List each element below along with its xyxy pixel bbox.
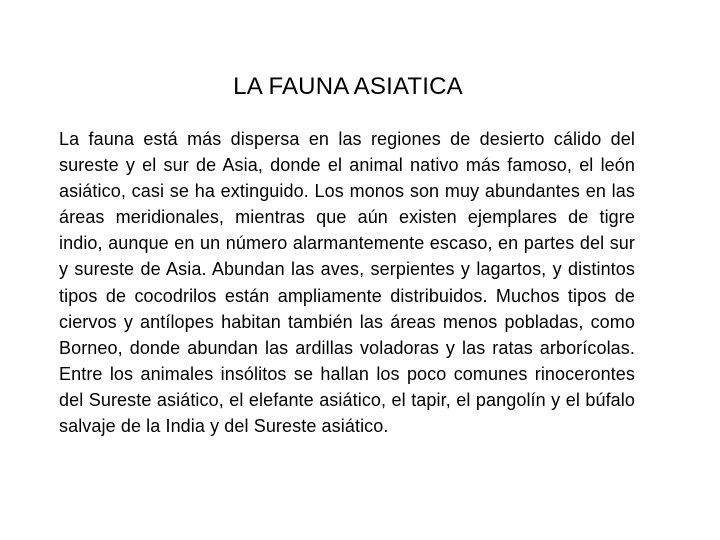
slide-title: LA FAUNA ASIATICA bbox=[233, 73, 463, 100]
slide-body-text: La fauna está más dispersa en las regiones de desierto cálido del sureste y el sur de Asia, donde el animal nativo más famoso, el león asiático, casi se ha extinguido. Los monos son muy abundantes en las áreas meridionales, mientras que aún existen ejemplares de tigre indio, aunque en un número alarmantemente escaso, en partes del sur y sureste de Asia. Abundan las aves, serpientes y lagartos, y distintos tipos de cocodrilos están ampliamente distribuidos. Muchos tipos de ciervos y antílopes habitan también las áreas menos pobladas, como Borneo, donde abundan las ardillas voladoras y las ratas arborícolas. Entre los animales insólitos se hallan los poco comunes rinocerontes del Sureste asiático, el elefante asiático, el tapir, el pangolín y el búfalo salvaje de la India y del Sureste asiático. bbox=[59, 129, 635, 437]
